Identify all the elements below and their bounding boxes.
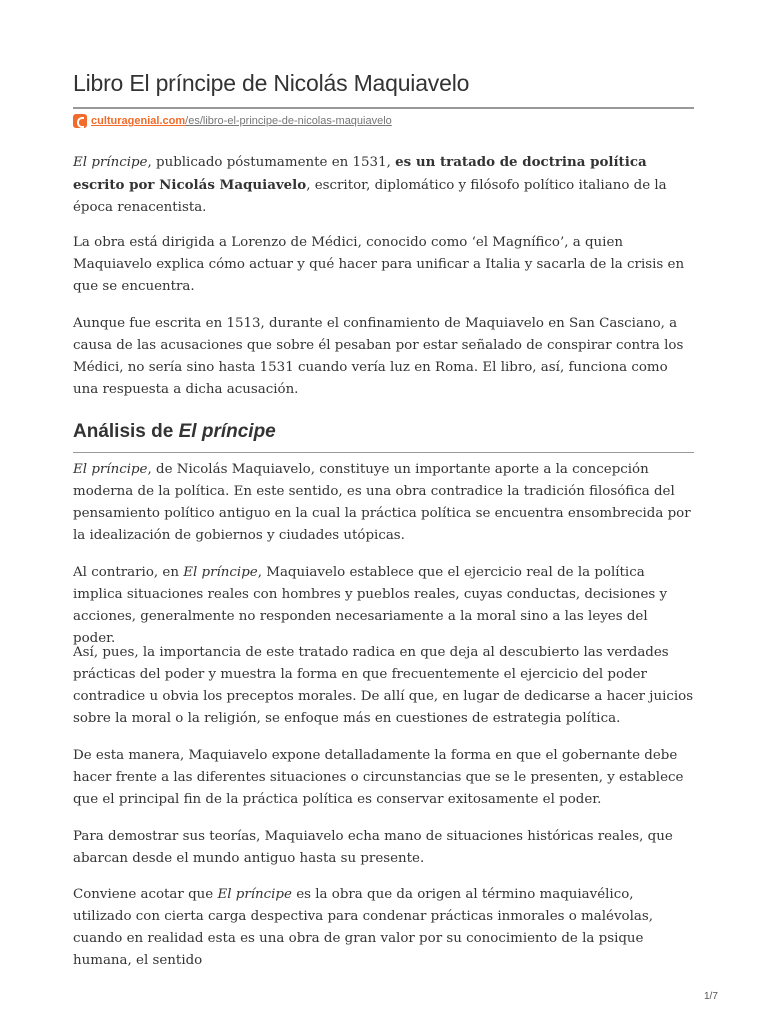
paragraph-intro [73, 151, 694, 219]
title-divider [73, 107, 694, 109]
book-title-italic: El príncipe [183, 565, 258, 580]
paragraph-text: , Maquiavelo establece que el ejercicio real de la política implica situaciones reales con hombres y pueblos reales, cuyas conductas, decisiones y acciones, generalmente no responden necesariamente a la moral sino a las leyes del poder. [73, 565, 668, 646]
paragraph-text: es la obra que da origen al término maquiavélico, utilizado con cierta carga despectiva para condenar prácticas inmorales o malévolas, cuando en realidad esta es una obra de gran valor por su conocimiento de la psique humana, el sentido [73, 887, 653, 968]
page-title: Libro El príncipe de Nicolás Maquiavelo [73, 70, 470, 96]
book-title-italic: El príncipe [73, 462, 148, 477]
paragraph-text: , de Nicolás Maquiavelo, constituye un importante aporte a la concepción moderna de la política. En este sentido, es una obra contradice la tradición filosófica del pensamiento político antiguo en la cual la práctica política se encuentra ensombrecida por la idealización de gobiernos y ciudades utópicas. [73, 462, 691, 543]
source-domain: culturagenial.com [91, 115, 186, 127]
paragraph-analysis-4: De esta manera, Maquiavelo expone detalladamente la forma en que el gobernante debe hacer frente a las diferentes situaciones o circunstancias que se le presenten, y establece que el principal fin de la práctica política es conservar exitosamente el poder. [73, 748, 684, 807]
page-number: 1/7 [704, 991, 718, 1002]
paragraph-text: , escritor, diplomático y filósofo político italiano de la época renacentista. [73, 178, 667, 215]
paragraph-analysis-3: Así, pues, la importancia de este tratado radica en que deja al descubierto las verdades prácticas del poder y muestra la forma en que frecuentemente el ejercicio del poder contradice u obvia los preceptos morales. De allí que, en lugar de dedicarse a hacer juicios sobre la moral o la religión, se enfoque más en cuestiones de estrategia política. [73, 645, 694, 726]
culturagenial-logo-icon [73, 114, 87, 128]
book-title-italic: El príncipe [217, 887, 292, 902]
section-divider [73, 452, 694, 453]
paragraph-text: Conviene acotar que [73, 887, 218, 902]
paragraph-dedication: La obra está dirigida a Lorenzo de Médici, conocido como ‘el Magnífico’, a quien Maquiavelo explica cómo actuar y qué hacer para unificar a Italia y sacarla de la crisis en que se encuentra. [73, 235, 685, 294]
heading-text: Análisis de [73, 421, 179, 442]
paragraph-history: Aunque fue escrita en 1513, durante el confinamiento de Maquiavelo en San Casciano, a causa de las acusaciones que sobre él pesaban por estar señalado de conspirar contra los Médici, no sería sino hasta 1531 cuando vería luz en Roma. El libro, así, funciona como una respuesta a dicha acusación. [73, 316, 684, 397]
source-path: /es/libro-el-principe-de-nicolas-maquiavelo [185, 115, 392, 127]
section-heading [73, 421, 276, 443]
paragraph-analysis-2 [73, 562, 694, 650]
paragraph-bold: es un tratado de doctrina política escrito por Nicolás Maquiavelo [73, 154, 647, 193]
source-link-row [73, 114, 392, 128]
source-url-link[interactable] [91, 115, 392, 127]
heading-italic: El príncipe [178, 421, 276, 442]
paragraph-analysis-1 [73, 459, 694, 547]
paragraph-text: , publicado póstumamente en 1531, [147, 155, 396, 170]
paragraph-text: Al contrario, en [73, 565, 184, 580]
paragraph-analysis-6 [73, 884, 694, 972]
book-title-italic: El príncipe [73, 155, 148, 170]
paragraph-analysis-5: Para demostrar sus teorías, Maquiavelo echa mano de situaciones históricas reales, que abarcan desde el mundo antiguo hasta su presente. [73, 829, 673, 866]
